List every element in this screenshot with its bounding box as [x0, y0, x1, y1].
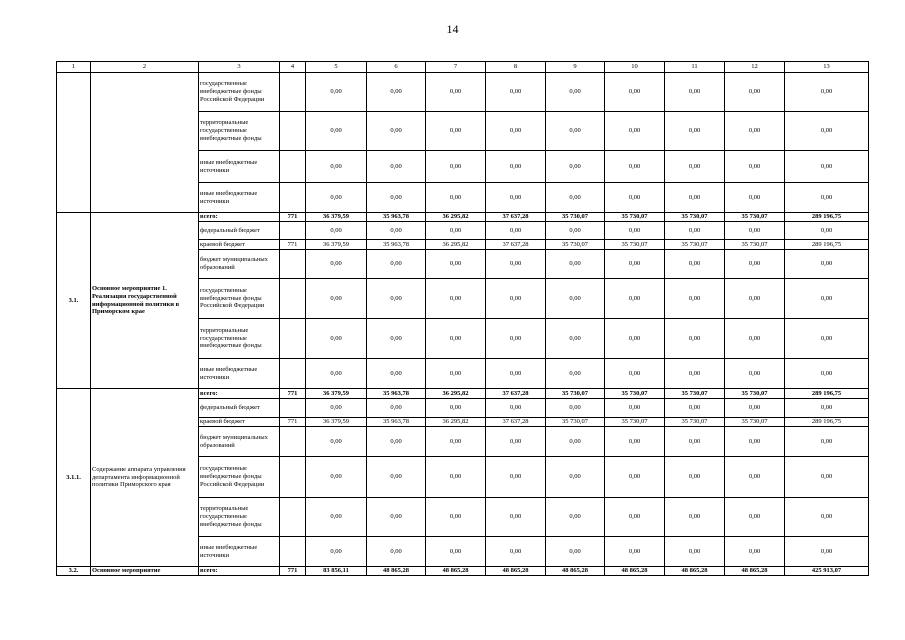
value-cell: 0,00	[546, 457, 605, 498]
value-cell: 0,00	[665, 151, 725, 183]
value-cell: 0,00	[665, 359, 725, 389]
value-cell: 0,00	[486, 73, 546, 112]
budget-table	[56, 61, 869, 576]
value-cell: 0,00	[546, 359, 605, 389]
value-cell: 0,00	[725, 112, 785, 151]
row-code-cell: 3.2.	[57, 567, 91, 576]
value-cell: 35 730,07	[546, 240, 605, 250]
value-cell: 0,00	[426, 457, 486, 498]
value-cell: 35 730,07	[665, 389, 725, 399]
value-cell: 0,00	[665, 183, 725, 213]
activity-name-cell: Основное мероприятие 1. Реализация государственной информационной политики в Приморском крае	[91, 213, 199, 389]
value-cell: 0,00	[306, 359, 367, 389]
funding-source-cell: иные внебюджетные источники	[199, 183, 280, 213]
value-cell: 48 865,28	[605, 567, 665, 576]
value-cell: 0,00	[367, 183, 426, 213]
value-cell: 0,00	[306, 498, 367, 537]
value-cell: 35 963,78	[367, 240, 426, 250]
value-cell: 0,00	[306, 222, 367, 240]
funding-source-cell: иные внебюджетные источники	[199, 151, 280, 183]
value-cell: 0,00	[486, 427, 546, 457]
value-cell: 0,00	[306, 399, 367, 418]
value-cell: 35 730,07	[725, 389, 785, 399]
value-cell: 0,00	[725, 183, 785, 213]
column-number-cell: 10	[605, 62, 665, 73]
value-cell: 0,00	[367, 457, 426, 498]
value-cell: 48 865,28	[426, 567, 486, 576]
value-cell: 0,00	[785, 537, 869, 567]
grbs-code-cell: 771	[280, 213, 306, 222]
value-cell: 0,00	[725, 359, 785, 389]
value-cell: 0,00	[665, 537, 725, 567]
value-cell: 0,00	[367, 359, 426, 389]
value-cell: 36 379,59	[306, 418, 367, 427]
value-cell: 0,00	[426, 498, 486, 537]
value-cell: 0,00	[306, 279, 367, 319]
value-cell: 0,00	[367, 399, 426, 418]
value-cell: 35 730,07	[665, 213, 725, 222]
value-cell: 0,00	[306, 183, 367, 213]
activity-name-cell	[91, 73, 199, 213]
value-cell: 0,00	[725, 457, 785, 498]
value-cell: 289 196,75	[785, 418, 869, 427]
value-cell: 0,00	[486, 319, 546, 359]
value-cell: 0,00	[546, 112, 605, 151]
funding-source-cell: краевой бюджет	[199, 240, 280, 250]
value-cell: 0,00	[546, 73, 605, 112]
value-cell: 35 963,78	[367, 418, 426, 427]
funding-source-cell: территориальные государственные внебюджетные фонды	[199, 498, 280, 537]
value-cell: 0,00	[367, 151, 426, 183]
value-cell: 35 730,07	[665, 240, 725, 250]
funding-source-cell: иные внебюджетные источники	[199, 537, 280, 567]
value-cell: 0,00	[426, 279, 486, 319]
value-cell: 35 730,07	[725, 240, 785, 250]
row-code-cell: 3.1.1.	[57, 389, 91, 567]
value-cell: 35 730,07	[605, 389, 665, 399]
value-cell: 0,00	[486, 183, 546, 213]
value-cell: 0,00	[367, 427, 426, 457]
value-cell: 289 196,75	[785, 389, 869, 399]
funding-source-cell: краевой бюджет	[199, 418, 280, 427]
value-cell: 0,00	[605, 537, 665, 567]
value-cell: 36 295,82	[426, 213, 486, 222]
funding-source-cell: государственные внебюджетные фонды Российской Федерации	[199, 279, 280, 319]
column-number-cell: 4	[280, 62, 306, 73]
value-cell: 0,00	[785, 319, 869, 359]
grbs-code-cell	[280, 319, 306, 359]
activity-name-cell: Основное мероприятие	[91, 567, 199, 576]
funding-source-cell: государственные внебюджетные фонды Российской Федерации	[199, 457, 280, 498]
column-number-cell: 9	[546, 62, 605, 73]
value-cell: 0,00	[605, 399, 665, 418]
value-cell: 0,00	[725, 498, 785, 537]
value-cell: 48 865,28	[367, 567, 426, 576]
column-number-cell: 1	[57, 62, 91, 73]
value-cell: 36 379,59	[306, 213, 367, 222]
value-cell: 0,00	[306, 112, 367, 151]
value-cell: 0,00	[605, 457, 665, 498]
value-cell: 0,00	[546, 498, 605, 537]
value-cell: 0,00	[306, 73, 367, 112]
column-number-cell: 3	[199, 62, 280, 73]
value-cell: 36 379,59	[306, 389, 367, 399]
value-cell: 0,00	[546, 427, 605, 457]
value-cell: 0,00	[785, 112, 869, 151]
funding-source-cell: территориальные государственные внебюджетные фонды	[199, 112, 280, 151]
value-cell: 37 637,28	[486, 213, 546, 222]
value-cell: 0,00	[665, 279, 725, 319]
value-cell: 0,00	[486, 359, 546, 389]
grbs-code-cell	[280, 399, 306, 418]
value-cell: 0,00	[785, 222, 869, 240]
value-cell: 0,00	[486, 279, 546, 319]
table-row	[57, 567, 869, 576]
value-cell: 36 295,82	[426, 389, 486, 399]
value-cell: 425 913,07	[785, 567, 869, 576]
value-cell: 0,00	[426, 537, 486, 567]
value-cell: 0,00	[725, 73, 785, 112]
value-cell: 35 963,78	[367, 213, 426, 222]
value-cell: 0,00	[605, 427, 665, 457]
value-cell: 0,00	[426, 359, 486, 389]
value-cell: 0,00	[665, 427, 725, 457]
value-cell: 0,00	[725, 279, 785, 319]
funding-source-cell: территориальные государственные внебюджетные фонды	[199, 319, 280, 359]
grbs-code-cell	[280, 250, 306, 279]
funding-source-cell: бюджет муниципальных образований	[199, 427, 280, 457]
value-cell: 0,00	[546, 537, 605, 567]
value-cell: 0,00	[426, 250, 486, 279]
value-cell: 35 963,78	[367, 389, 426, 399]
funding-source-cell: всего:	[199, 567, 280, 576]
value-cell: 37 637,28	[486, 240, 546, 250]
value-cell: 0,00	[367, 73, 426, 112]
table-row	[57, 389, 869, 399]
value-cell: 0,00	[605, 250, 665, 279]
value-cell: 0,00	[665, 250, 725, 279]
value-cell: 289 196,75	[785, 213, 869, 222]
value-cell: 0,00	[306, 427, 367, 457]
value-cell: 0,00	[785, 183, 869, 213]
value-cell: 0,00	[605, 222, 665, 240]
column-number-cell: 7	[426, 62, 486, 73]
grbs-code-cell	[280, 359, 306, 389]
value-cell: 0,00	[426, 427, 486, 457]
value-cell: 0,00	[306, 537, 367, 567]
value-cell: 48 865,28	[546, 567, 605, 576]
grbs-code-cell: 771	[280, 418, 306, 427]
value-cell: 0,00	[785, 498, 869, 537]
column-number-cell: 2	[91, 62, 199, 73]
value-cell: 0,00	[725, 151, 785, 183]
value-cell: 35 730,07	[725, 418, 785, 427]
value-cell: 0,00	[367, 112, 426, 151]
value-cell: 0,00	[306, 151, 367, 183]
table-row	[57, 73, 869, 112]
value-cell: 35 730,07	[546, 389, 605, 399]
grbs-code-cell: 771	[280, 389, 306, 399]
value-cell: 0,00	[665, 457, 725, 498]
grbs-code-cell	[280, 457, 306, 498]
value-cell: 37 637,28	[486, 418, 546, 427]
value-cell: 0,00	[546, 319, 605, 359]
value-cell: 0,00	[605, 183, 665, 213]
value-cell: 0,00	[725, 250, 785, 279]
grbs-code-cell: 771	[280, 240, 306, 250]
value-cell: 0,00	[367, 279, 426, 319]
value-cell: 0,00	[665, 319, 725, 359]
value-cell: 35 730,07	[665, 418, 725, 427]
column-number-cell: 6	[367, 62, 426, 73]
value-cell: 0,00	[725, 537, 785, 567]
value-cell: 0,00	[546, 183, 605, 213]
value-cell: 0,00	[426, 151, 486, 183]
value-cell: 83 856,11	[306, 567, 367, 576]
value-cell: 0,00	[486, 457, 546, 498]
value-cell: 37 637,28	[486, 389, 546, 399]
grbs-code-cell	[280, 183, 306, 213]
value-cell: 0,00	[367, 498, 426, 537]
value-cell: 0,00	[486, 399, 546, 418]
value-cell: 0,00	[725, 319, 785, 359]
funding-source-cell: всего:	[199, 213, 280, 222]
value-cell: 0,00	[306, 250, 367, 279]
value-cell: 0,00	[605, 359, 665, 389]
value-cell: 0,00	[785, 279, 869, 319]
funding-source-cell: иные внебюджетные источники	[199, 359, 280, 389]
funding-source-cell: федеральный бюджет	[199, 399, 280, 418]
value-cell: 0,00	[306, 319, 367, 359]
header-row	[57, 62, 869, 73]
value-cell: 0,00	[785, 73, 869, 112]
value-cell: 0,00	[605, 73, 665, 112]
value-cell: 0,00	[486, 222, 546, 240]
value-cell: 0,00	[785, 151, 869, 183]
value-cell: 0,00	[725, 399, 785, 418]
value-cell: 0,00	[306, 457, 367, 498]
value-cell: 35 730,07	[725, 213, 785, 222]
value-cell: 0,00	[546, 151, 605, 183]
value-cell: 0,00	[486, 151, 546, 183]
grbs-code-cell	[280, 151, 306, 183]
grbs-code-cell	[280, 222, 306, 240]
funding-source-cell: государственные внебюджетные фонды Российской Федерации	[199, 73, 280, 112]
value-cell: 0,00	[605, 279, 665, 319]
value-cell: 48 865,28	[665, 567, 725, 576]
row-code-cell: 3.1.	[57, 213, 91, 389]
value-cell: 35 730,07	[546, 213, 605, 222]
column-number-cell: 5	[306, 62, 367, 73]
column-number-cell: 13	[785, 62, 869, 73]
value-cell: 0,00	[486, 112, 546, 151]
grbs-code-cell	[280, 537, 306, 567]
value-cell: 35 730,07	[546, 418, 605, 427]
value-cell: 289 196,75	[785, 240, 869, 250]
value-cell: 48 865,28	[486, 567, 546, 576]
value-cell: 0,00	[367, 250, 426, 279]
value-cell: 36 295,82	[426, 240, 486, 250]
value-cell: 0,00	[546, 279, 605, 319]
value-cell: 0,00	[665, 399, 725, 418]
value-cell: 0,00	[725, 222, 785, 240]
value-cell: 0,00	[426, 112, 486, 151]
row-code-cell	[57, 73, 91, 213]
value-cell: 48 865,28	[725, 567, 785, 576]
value-cell: 35 730,07	[605, 418, 665, 427]
value-cell: 0,00	[785, 250, 869, 279]
value-cell: 0,00	[426, 183, 486, 213]
activity-name-cell: Содержание аппарата управления департамента информационной политики Приморского края	[91, 389, 199, 567]
value-cell: 0,00	[665, 112, 725, 151]
grbs-code-cell	[280, 112, 306, 151]
value-cell: 0,00	[605, 112, 665, 151]
value-cell: 0,00	[785, 427, 869, 457]
value-cell: 0,00	[785, 457, 869, 498]
funding-source-cell: всего:	[199, 389, 280, 399]
grbs-code-cell	[280, 73, 306, 112]
value-cell: 0,00	[546, 250, 605, 279]
value-cell: 36 379,59	[306, 240, 367, 250]
funding-source-cell: бюджет муниципальных образований	[199, 250, 280, 279]
value-cell: 0,00	[665, 222, 725, 240]
column-number-cell: 11	[665, 62, 725, 73]
value-cell: 0,00	[785, 359, 869, 389]
value-cell: 0,00	[426, 399, 486, 418]
grbs-code-cell	[280, 498, 306, 537]
value-cell: 0,00	[367, 537, 426, 567]
value-cell: 0,00	[605, 498, 665, 537]
value-cell: 35 730,07	[605, 240, 665, 250]
page-number: 14	[446, 22, 459, 36]
value-cell: 0,00	[665, 73, 725, 112]
value-cell: 0,00	[367, 319, 426, 359]
value-cell: 0,00	[426, 319, 486, 359]
value-cell: 36 295,82	[426, 418, 486, 427]
value-cell: 0,00	[785, 399, 869, 418]
value-cell: 0,00	[486, 537, 546, 567]
value-cell: 0,00	[665, 498, 725, 537]
grbs-code-cell	[280, 279, 306, 319]
value-cell: 0,00	[546, 399, 605, 418]
value-cell: 0,00	[426, 222, 486, 240]
grbs-code-cell: 771	[280, 567, 306, 576]
column-number-cell: 12	[725, 62, 785, 73]
grbs-code-cell	[280, 427, 306, 457]
value-cell: 0,00	[725, 427, 785, 457]
value-cell: 35 730,07	[605, 213, 665, 222]
value-cell: 0,00	[367, 222, 426, 240]
value-cell: 0,00	[486, 498, 546, 537]
funding-source-cell: федеральный бюджет	[199, 222, 280, 240]
value-cell: 0,00	[426, 73, 486, 112]
value-cell: 0,00	[605, 319, 665, 359]
table-row	[57, 213, 869, 222]
column-number-cell: 8	[486, 62, 546, 73]
value-cell: 0,00	[605, 151, 665, 183]
value-cell: 0,00	[486, 250, 546, 279]
value-cell: 0,00	[546, 222, 605, 240]
